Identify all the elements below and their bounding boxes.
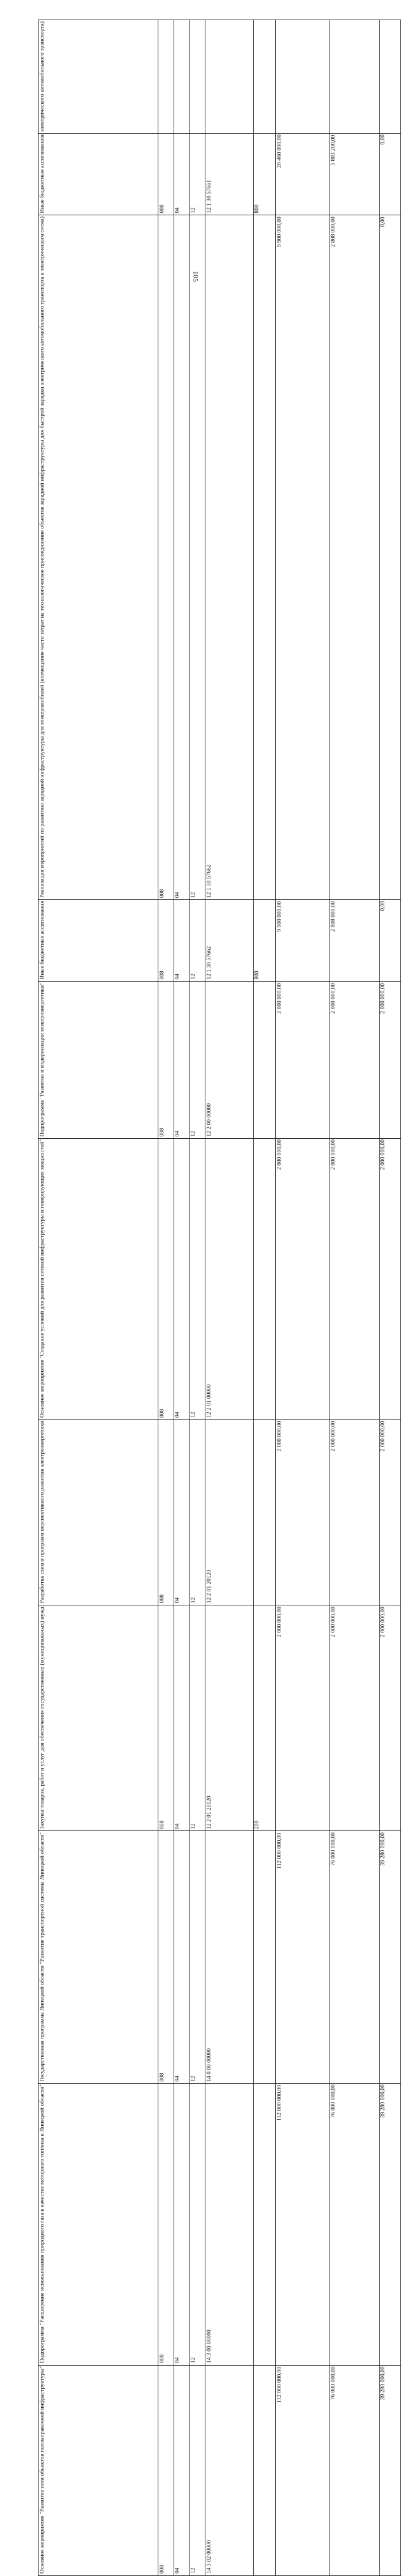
table-row [39,215,401,900]
cell-amount-3: 2 000 000,00 [379,1138,400,1419]
cell-pr: 12 [189,1605,205,1831]
table-row [39,982,401,1139]
cell-amount-3: 0,00 [379,215,400,900]
cell-pr: 12 [189,900,205,982]
cell-csr: 14 0 00 00000 [205,1831,253,2084]
cell-vr: 800 [253,133,276,215]
cell-amount-3: 0,00 [379,133,400,215]
cell-pr: 12 [189,2083,205,2365]
cell-rz: 04 [174,900,189,982]
cell-csr: 12 1 30 57661 [205,133,253,215]
cell-rz: 04 [174,1419,189,1605]
cell-amount-2: 76 000 000,00 [329,1831,379,2084]
cell-amount-1: 2 000 000,00 [276,1605,329,1831]
cell-adm: 008 [158,1831,174,2084]
cell-csr: 12 1 30 57662 [205,215,253,900]
cell-vr [253,215,276,900]
cell-amount-2 [329,20,379,134]
cell-adm: 008 [158,900,174,982]
cell-vr: 800 [253,900,276,982]
cell-rz: 04 [174,2083,189,2365]
budget-table-wrapper [38,20,386,2574]
cell-pr: 12 [189,1419,205,1605]
cell-amount-3: 39 280 000,00 [379,1831,400,2084]
table-row [39,2365,401,2575]
cell-pr: 12 [189,1831,205,2084]
cell-amount-3 [379,20,400,134]
cell-vr [253,1419,276,1605]
cell-csr: 12 1 30 57662 [205,900,253,982]
cell-name: Разработка схем и программ перспективного развития электроэнергетики [39,1419,158,1605]
cell-rz: 04 [174,1605,189,1831]
cell-csr: 14 3 00 00000 [205,2083,253,2365]
cell-vr [253,1138,276,1419]
cell-name: Иные бюджетные ассигнования [39,900,158,982]
cell-amount-3: 2 000 000,00 [379,1605,400,1831]
cell-amount-1: 9 900 000,00 [276,900,329,982]
cell-name: Закупка товаров, работ и услуг для обеспечения государственных (муниципальных) нужд [39,1605,158,1831]
cell-name: Государственная программа Липецкой области "Развитие транспортной системы Липецкой области" [39,1831,158,2084]
cell-vr [253,982,276,1139]
cell-amount-3: 2 000 000,00 [379,1419,400,1605]
cell-amount-1: 112 000 000,00 [276,2365,329,2575]
table-row [39,133,401,215]
cell-name: Иные бюджетные ассигнования [39,133,158,215]
cell-pr: 12 [189,2365,205,2575]
cell-adm [158,20,174,134]
cell-name: Реализация мероприятий по развитию зарядной инфраструктуры для электромобилей (возмещение части затрат на технологическое присоединение объектов зарядной инфраструктуры для быстрой зарядки электрического автомобильного транспорта к электрическим сетям) [39,215,158,900]
cell-amount-3: 0,00 [379,900,400,982]
cell-name: Подпрограмма "Развитие и модернизация электроэнергетики" [39,982,158,1139]
cell-amount-1: 112 000 000,00 [276,1831,329,2084]
cell-rz: 04 [174,1138,189,1419]
table-body [39,20,401,2576]
cell-csr: 12 2 01 00000 [205,1138,253,1419]
cell-pr: 12 [189,215,205,900]
table-row [39,1605,401,1831]
cell-amount-1: 2 000 000,00 [276,1419,329,1605]
cell-amount-2: 2 808 000,00 [329,215,379,900]
cell-rz: 04 [174,215,189,900]
cell-name: Подпрограмма "Расширение использования природного газа в качестве моторного топлива в Липецкой области" [39,2083,158,2365]
cell-adm: 008 [158,133,174,215]
cell-amount-2: 2 808 000,00 [329,900,379,982]
cell-name: Основное мероприятие "Создание условий для развития сетевой инфраструктуры и генерирующих мощностей" [39,1138,158,1419]
cell-csr: 12 2 01 20120 [205,1605,253,1831]
cell-adm: 008 [158,2083,174,2365]
cell-pr: 12 [189,982,205,1139]
cell-csr: 12 2 00 00000 [205,982,253,1139]
cell-amount-2: 2 000 000,00 [329,1605,379,1831]
cell-vr [253,2365,276,2575]
cell-amount-2: 2 000 000,00 [329,982,379,1139]
cell-vr [253,20,276,134]
page-number: 105 [191,271,200,282]
cell-vr: 200 [253,1605,276,1831]
cell-amount-3: 2 000 000,00 [379,982,400,1139]
budget-table [38,20,401,2576]
cell-amount-2: 2 000 000,00 [329,1138,379,1419]
cell-adm: 008 [158,1605,174,1831]
cell-amount-1: 2 000 000,00 [276,982,329,1139]
cell-adm: 008 [158,215,174,900]
cell-amount-2: 76 000 000,00 [329,2365,379,2575]
table-row [39,20,401,134]
cell-csr: 12 2 01 20120 [205,1419,253,1605]
cell-pr: 12 [189,133,205,215]
cell-rz: 04 [174,2365,189,2575]
cell-amount-2: 5 803 200,00 [329,133,379,215]
cell-pr: 12 [189,1138,205,1419]
cell-vr [253,2083,276,2365]
cell-rz [174,20,189,134]
cell-amount-1: 9 900 000,00 [276,215,329,900]
table-row [39,1419,401,1605]
table-row [39,1831,401,2084]
cell-adm: 008 [158,1419,174,1605]
cell-rz: 04 [174,133,189,215]
cell-rz: 04 [174,1831,189,2084]
cell-name: Основное мероприятие "Развитие сети объектов газозаправочной инфраструктуры" [39,2365,158,2575]
cell-adm: 008 [158,982,174,1139]
cell-amount-3: 39 280 000,00 [379,2365,400,2575]
cell-amount-1: 112 000 000,00 [276,2083,329,2365]
cell-pr [189,20,205,134]
cell-csr [205,20,253,134]
cell-adm: 008 [158,1138,174,1419]
cell-amount-1 [276,20,329,134]
cell-adm: 008 [158,2365,174,2575]
cell-rz: 04 [174,982,189,1139]
table-row [39,1138,401,1419]
cell-amount-2: 2 000 000,00 [329,1419,379,1605]
table-row [39,2083,401,2365]
cell-amount-1: 2 000 000,00 [276,1138,329,1419]
cell-amount-2: 76 000 000,00 [329,2083,379,2365]
cell-vr [253,1831,276,2084]
cell-amount-1: 20 460 000,00 [276,133,329,215]
cell-csr: 14 3 02 00000 [205,2365,253,2575]
cell-name: электрического автомобильного транспорта) [39,20,158,134]
cell-amount-3: 39 280 000,00 [379,2083,400,2365]
table-row [39,900,401,982]
